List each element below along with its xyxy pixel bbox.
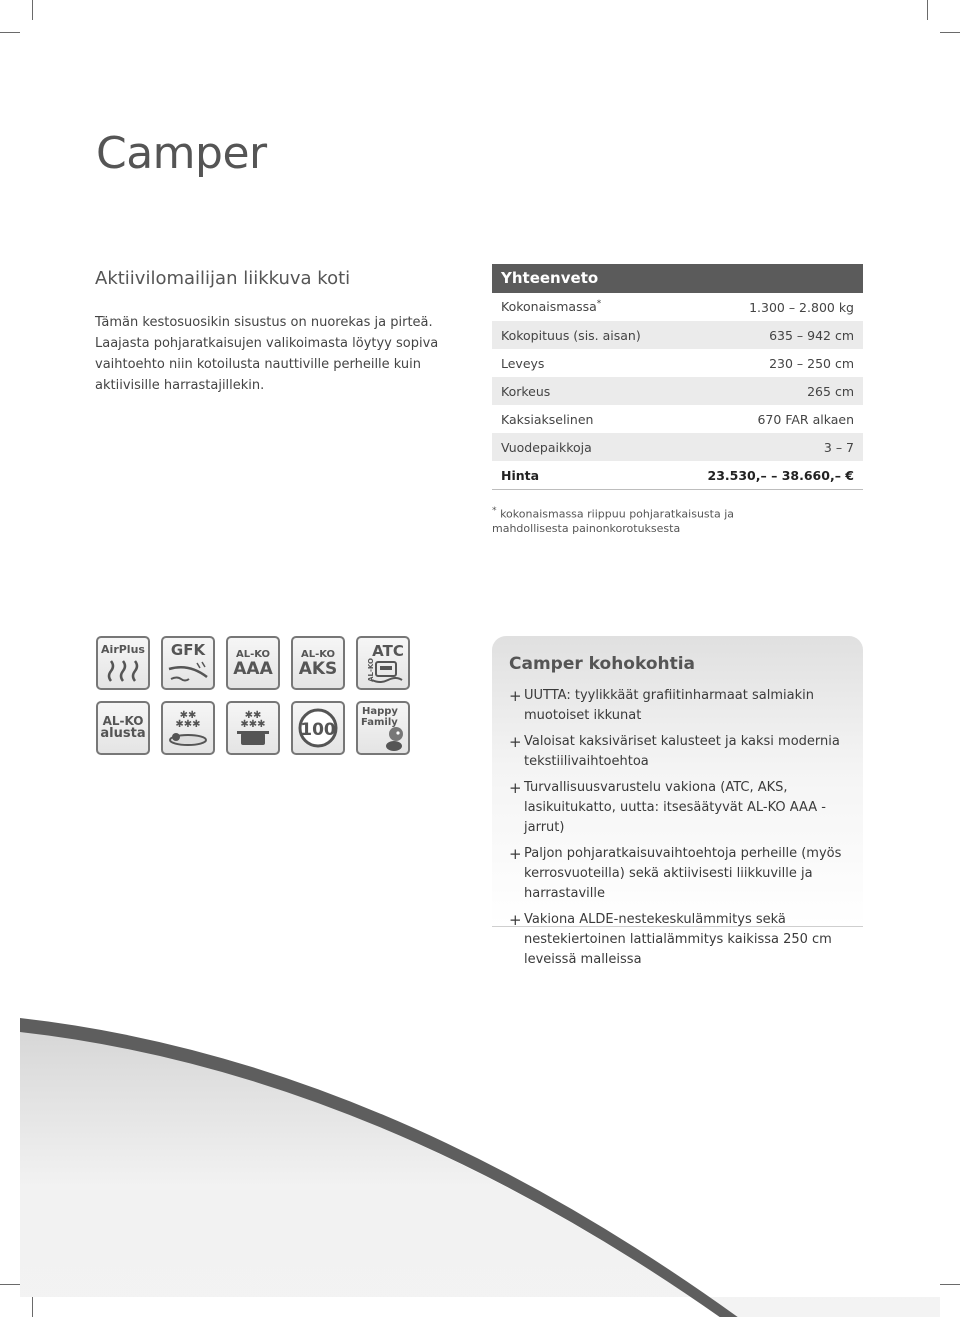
page-title: Camper [96, 128, 267, 179]
airplus-badge: AirPlus [96, 636, 150, 690]
summary-value: 230 – 250 cm [769, 355, 854, 371]
summary-value: 265 cm [807, 383, 854, 399]
summary-label: Kokopituus (sis. aisan) [501, 327, 641, 343]
snowflake-bed-icon [166, 706, 210, 750]
snowflake-pot-icon [231, 706, 275, 750]
crop-mark [32, 0, 33, 20]
highlights-title: Camper kohokohtia [509, 654, 696, 674]
summary-row-price [492, 461, 863, 490]
alko-alusta-badge: AL-KO alusta [96, 701, 150, 755]
summary-label: Korkeus [501, 383, 551, 399]
list-item: + Valoisat kaksiväriset kalusteet ja kaksi modernia tekstiilivaihtoehtoa [509, 733, 840, 769]
list-item: + Turvallisuusvarustelu vakiona (ATC, AKS, lasikuitukatto, uutta: itsesäätyvät AL-KO AAA -jarrut) [509, 779, 826, 835]
highlights-box [492, 636, 863, 967]
winter-sleeping-badge [161, 701, 215, 755]
summary-label: Kokonaismassa* [501, 299, 602, 315]
plus-icon: + [509, 845, 522, 863]
summary-row-weight [492, 293, 863, 321]
summary-label: Kaksiakselinen [501, 411, 594, 427]
summary-value: 670 FAR alkaen [757, 411, 854, 427]
crop-mark [927, 0, 928, 20]
plus-icon: + [509, 779, 522, 797]
atc-badge: ATC AL-KO [356, 636, 410, 690]
summary-row-berths [492, 433, 863, 461]
alko-aks-badge: AL-KO AKS [291, 636, 345, 690]
summary-row-axle [492, 405, 863, 433]
summary-label: Leveys [501, 355, 545, 371]
summary-row-height [492, 377, 863, 405]
svg-text:✱✱✱: ✱✱✱ [240, 719, 266, 730]
price-label: Hinta [501, 467, 540, 483]
mascot-icon [382, 725, 406, 751]
summary-value: 635 – 942 cm [769, 327, 854, 343]
svg-text:✱✱: ✱✱ [244, 710, 262, 721]
speed-sign-icon [296, 706, 340, 750]
list-item: + Vakiona ALDE-nestekeskulämmitys sekä nestekiertoinen lattialämmitys kaikissa 250 cm leveissä malleissa [509, 911, 832, 967]
gfk-badge: GFK [161, 636, 215, 690]
highlights-list [509, 686, 854, 976]
crop-mark [940, 32, 960, 33]
feature-badges [96, 636, 416, 755]
plus-icon: + [509, 687, 522, 705]
footnote-marker: * [596, 299, 602, 310]
svg-text:✱✱: ✱✱ [179, 710, 197, 721]
summary-table [492, 264, 863, 490]
footnote: * kokonaismassa riippuu pohjaratkaisusta ja mahdollisesta painonkorotuksesta [492, 505, 734, 535]
svg-text:✱✱✱: ✱✱✱ [175, 719, 201, 730]
hail-roof-icon [167, 659, 209, 685]
winter-cooking-badge [226, 701, 280, 755]
crop-mark [0, 32, 20, 33]
list-item: + Paljon pohjaratkaisuvaihtoehtoja perheille (myös kerrosvuoteilla) sekä aktiivisesti liikkuville ja harrastaville [509, 845, 842, 901]
price-value: 23.530,– – 38.660,– € [707, 467, 854, 483]
happy-family-badge: Happy Family [356, 701, 410, 755]
intro-text: Tämän kestosuosikin sisustus on nuorekas ja pirteä. Laajasta pohjaratkaisujen valikoimasta löytyy sopiva vaihtoehto niin kotoilusta nauttiville perheille kuin aktiivisille harrastajillekin. [95, 315, 439, 393]
svg-text:100: 100 [300, 720, 336, 740]
plus-icon: + [509, 911, 522, 929]
summary-row-length [492, 321, 863, 349]
summary-value: 3 – 7 [823, 439, 854, 455]
summary-value: 1.300 – 2.800 kg [749, 299, 854, 315]
page-subtitle: Aktiivilomailijan liikkuva koti [95, 268, 351, 289]
list-item: + UUTTA: tyylikkäät grafiitinharmaat salmiakin muotoiset ikkunat [509, 687, 814, 723]
summary-header: Yhteenveto [492, 264, 863, 293]
speed-100-badge [291, 701, 345, 755]
heat-waves-icon [103, 657, 143, 683]
alko-aaa-badge: AL-KO AAA [226, 636, 280, 690]
summary-row-width [492, 349, 863, 377]
plus-icon: + [509, 733, 522, 751]
footer-swoosh [0, 1010, 960, 1317]
summary-label: Vuodepaikkoja [501, 439, 592, 455]
trailer-control-icon [370, 660, 404, 684]
